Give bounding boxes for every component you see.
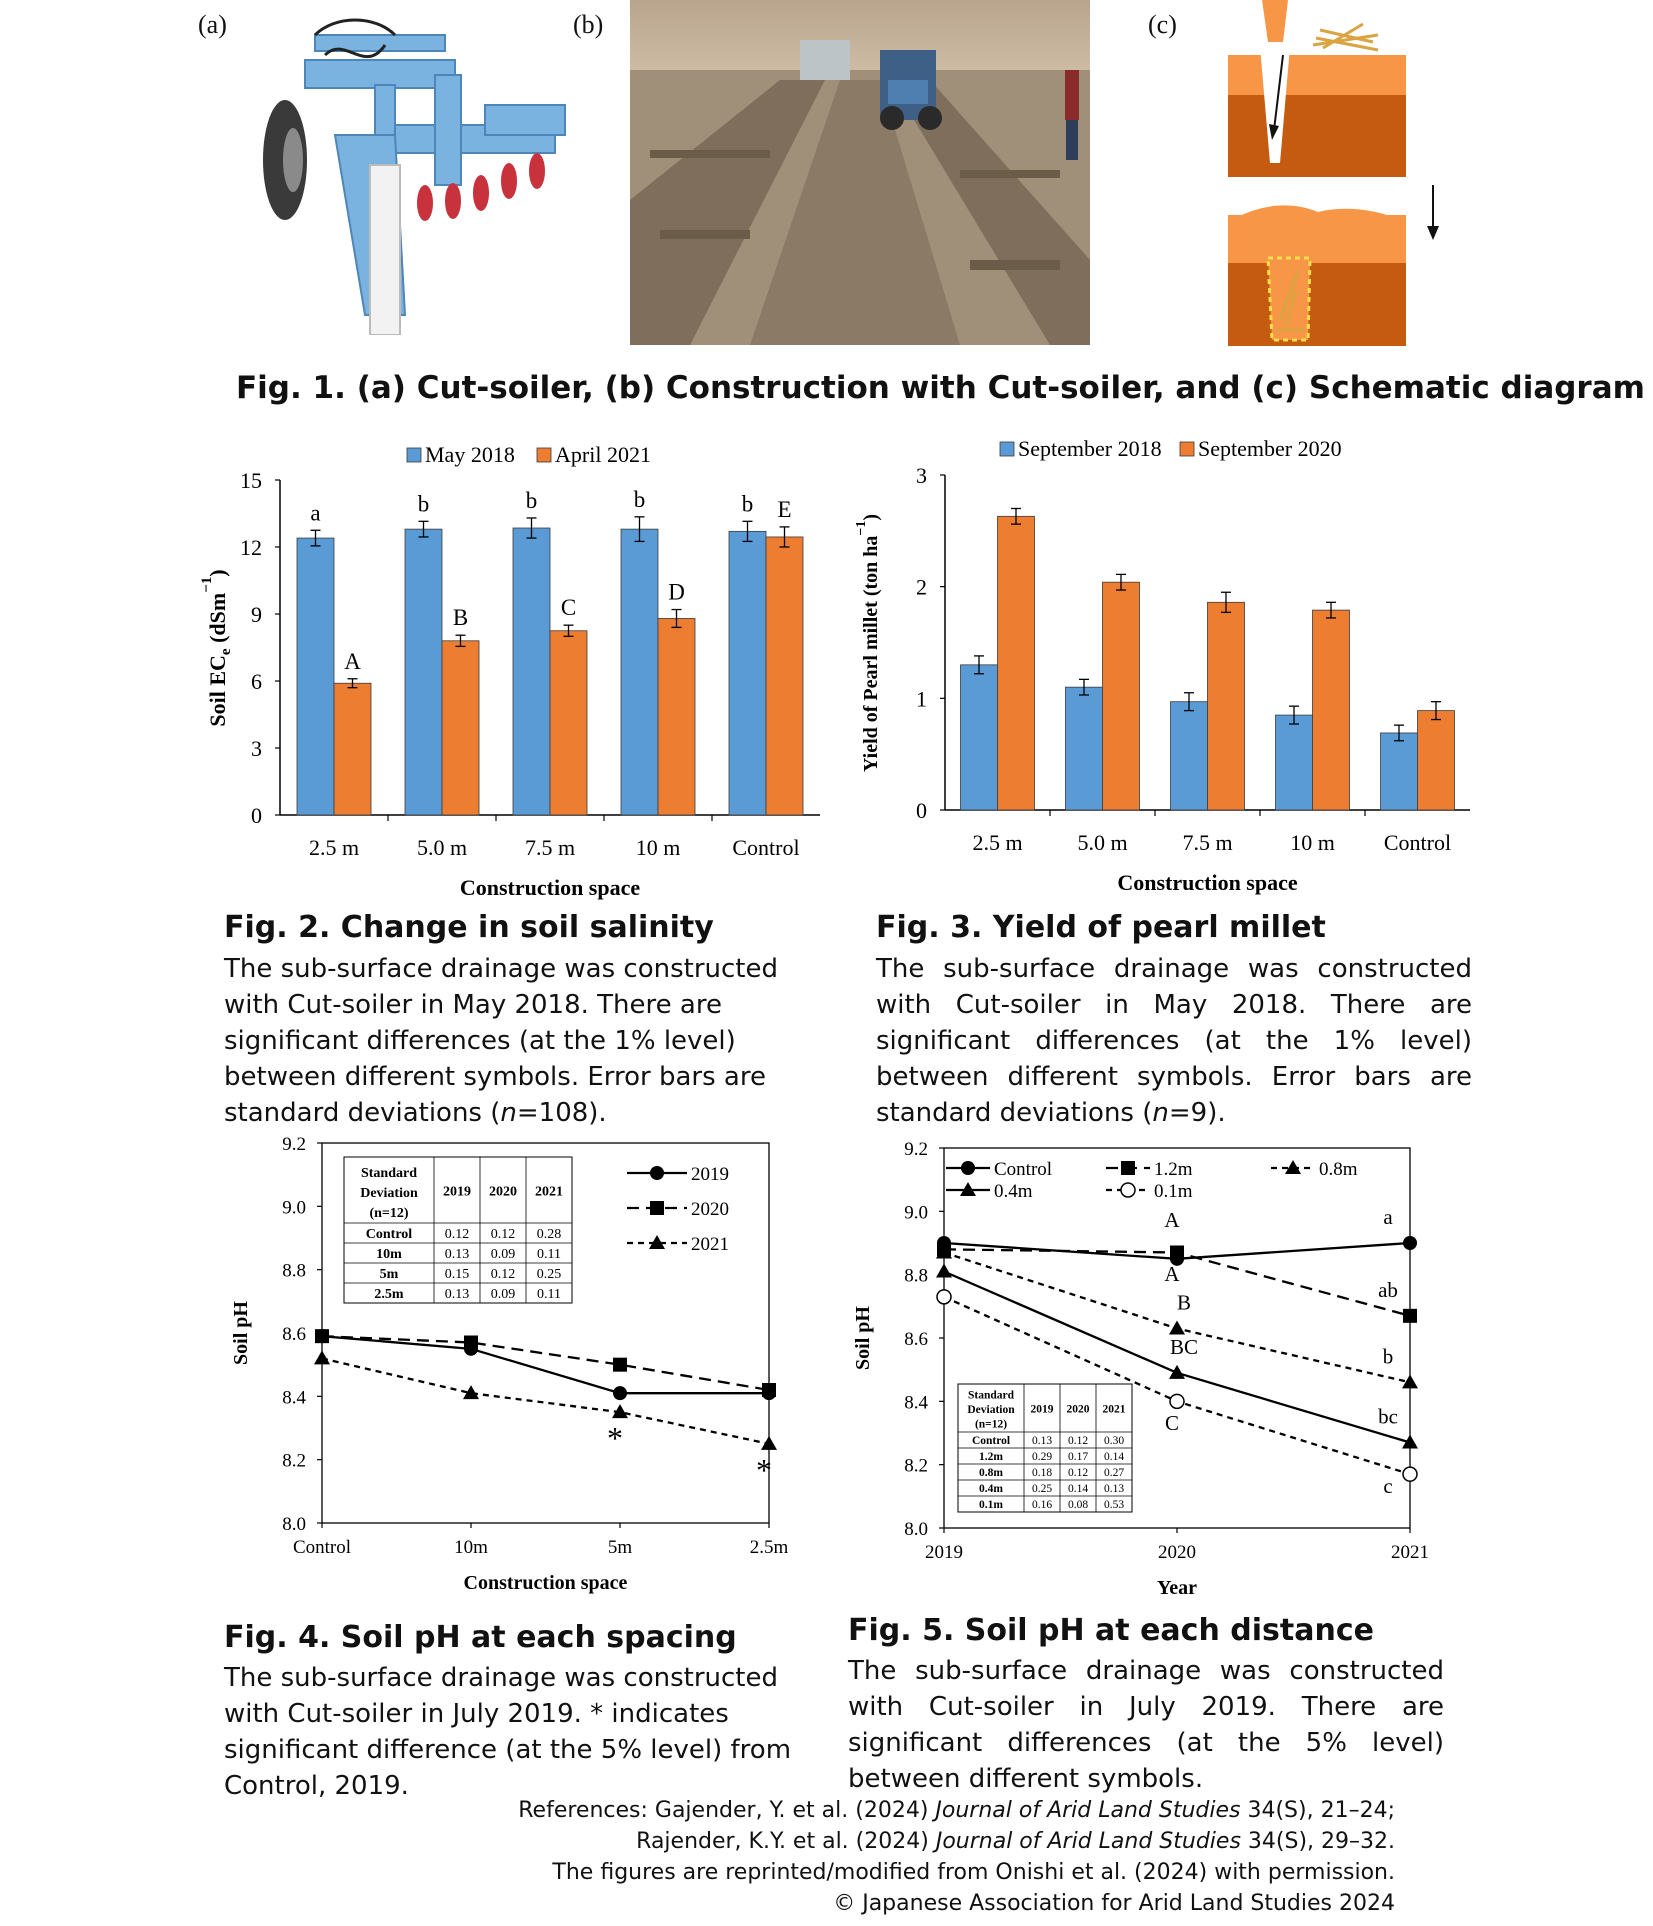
fig5-significance-letter: a bbox=[1383, 1205, 1393, 1229]
fig4-sd-table-cell: 0.15 bbox=[444, 1267, 470, 1282]
fig2-significance-letter: C bbox=[560, 595, 577, 621]
fig5-x-tick-label: 2019 bbox=[925, 1542, 963, 1563]
fig5-y-tick-label: 8.4 bbox=[904, 1392, 928, 1414]
fig4-y-tick-label: 8.6 bbox=[282, 1324, 306, 1345]
fig5-legend-marker-circle bbox=[961, 1161, 975, 1175]
fig5-sd-table-header: Standard bbox=[967, 1389, 1015, 1402]
fig2-y-tick-label: 15 bbox=[240, 468, 262, 493]
fig5-sd-table-cell: Control bbox=[971, 1435, 1011, 1448]
fig2-bar bbox=[334, 683, 371, 815]
fig4-marker-triangle bbox=[314, 1350, 330, 1364]
fig3-bar bbox=[1381, 733, 1418, 810]
fig2-bar bbox=[513, 528, 550, 815]
fig3-x-tick-label: Control bbox=[1383, 830, 1452, 855]
fig2-significance-letter: A bbox=[344, 648, 361, 674]
fig2-bar bbox=[405, 529, 442, 815]
fig5-legend-label: 0.4m bbox=[994, 1181, 1033, 1202]
fig2-bar bbox=[550, 631, 587, 815]
fig3-bar bbox=[1418, 711, 1455, 810]
fig3-caption-n: n bbox=[1152, 1098, 1169, 1128]
fig5-significance-letter: BC bbox=[1169, 1334, 1199, 1359]
copyright-note: © Japanese Association for Arid Land Studies 2024 bbox=[833, 1891, 1395, 1916]
fig3-x-tick-label: 5.0 m bbox=[1077, 830, 1128, 855]
fig4-sd-table-cell: 0.13 bbox=[444, 1287, 470, 1302]
fig2-x-tick-label: Control bbox=[732, 835, 800, 860]
fig3-bar bbox=[961, 665, 998, 810]
fig4-sd-table-cell: 0.12 bbox=[490, 1227, 516, 1242]
fig4-legend-marker-circle bbox=[650, 1166, 664, 1180]
fig5-sd-table-header: (n=12) bbox=[974, 1418, 1008, 1431]
fig3-y-tick-label: 3 bbox=[916, 463, 927, 488]
fig5-y-axis-title: Soil pH bbox=[852, 1306, 874, 1370]
construction-photo-image bbox=[630, 0, 1090, 345]
ref1-authors: References: Gajender, Y. et al. (2024) bbox=[518, 1798, 936, 1823]
ref2-authors: Rajender, K.Y. et al. (2024) bbox=[636, 1829, 936, 1854]
fig5-sd-table-header: Deviation bbox=[967, 1404, 1015, 1417]
fig5-sd-table-cell: 0.08 bbox=[1067, 1499, 1089, 1512]
fig3-x-axis-title: Construction space bbox=[1117, 870, 1298, 895]
fig4-asterisk: * bbox=[756, 1451, 772, 1488]
fig1-caption: Fig. 1. (a) Cut-soiler, (b) Construction with Cut-soiler, and (c) Schematic diagram bbox=[236, 370, 1645, 406]
fig4-legend-marker-square bbox=[650, 1201, 664, 1215]
fig5-y-tick-label: 8.8 bbox=[904, 1265, 928, 1287]
fig3-x-tick-label: 2.5 m bbox=[972, 830, 1023, 855]
fig5-marker-circle bbox=[1403, 1236, 1417, 1250]
fig3-y-tick-label: 0 bbox=[916, 798, 927, 823]
fig2-bar bbox=[621, 529, 658, 815]
fig2-legend-swatch bbox=[407, 448, 421, 462]
fig5-sd-table-cell: 0.14 bbox=[1067, 1483, 1089, 1496]
fig2-bar bbox=[442, 641, 479, 815]
fig2-y-tick-label: 9 bbox=[251, 602, 262, 627]
fig5-caption-body: The sub-surface drainage was constructed with Cut-soiler in July 2019. There are significant differences (at the 5% level) between different symbols. bbox=[848, 1656, 1444, 1794]
fig3-legend-label: September 2018 bbox=[1018, 436, 1162, 461]
fig3-y-axis-title: Yield of Pearl millet (ton $ha^{-1}$) bbox=[854, 513, 882, 773]
fig2-caption-body bbox=[224, 951, 824, 1131]
fig2-bar bbox=[766, 537, 803, 815]
fig5-sd-table-year: 2020 bbox=[1066, 1403, 1090, 1416]
fig5-significance-letter: A bbox=[1164, 1208, 1180, 1233]
fig5-sd-table-cell: 0.17 bbox=[1067, 1451, 1089, 1464]
fig5-y-tick-label: 8.6 bbox=[904, 1329, 928, 1350]
fig4-x-axis-title: Construction space bbox=[463, 1572, 628, 1594]
fig5-sd-table-cell: 0.4m bbox=[979, 1483, 1003, 1496]
fig2-caption-text: The sub-surface drainage was constructed with Cut-soiler in May 2018. There are significant differences (at the 1% level) between different symbols. Error bars are standard deviations ( bbox=[224, 954, 778, 1128]
fig4-legend-label: 2021 bbox=[691, 1234, 729, 1255]
fig5-x-tick-label: 2021 bbox=[1391, 1542, 1429, 1563]
fig5-chart bbox=[848, 1135, 1468, 1610]
fig4-sd-table-cell: 0.25 bbox=[536, 1267, 562, 1282]
fig4-y-tick-label: 8.2 bbox=[282, 1450, 306, 1472]
fig5-caption-title: Fig. 5. Soil pH at each distance bbox=[848, 1613, 1374, 1648]
fig5-sd-table-year: 2019 bbox=[1030, 1403, 1054, 1416]
fig4-sd-table-cell: 0.12 bbox=[444, 1227, 470, 1242]
fig4-sd-table-year: 2019 bbox=[443, 1184, 471, 1200]
fig2-significance-letter: b bbox=[741, 491, 754, 517]
cut-soiler-machine-image bbox=[255, 15, 595, 335]
fig5-sd-table-year: 2021 bbox=[1102, 1403, 1126, 1416]
fig4-caption-title: Fig. 4. Soil pH at each spacing bbox=[224, 1620, 737, 1655]
fig2-significance-letter: D bbox=[668, 579, 685, 605]
fig4-marker-square bbox=[464, 1336, 478, 1350]
fig4-x-tick-label: Control bbox=[292, 1537, 352, 1558]
fig4-sd-table-cell: 0.12 bbox=[490, 1267, 516, 1282]
fig3-legend-label: September 2020 bbox=[1198, 436, 1342, 461]
ref1-volume: 34(S), 21–24; bbox=[1240, 1798, 1395, 1823]
reference-line-1 bbox=[518, 1795, 1395, 1826]
fig4-sd-table-header: Standard bbox=[360, 1166, 418, 1181]
fig2-chart bbox=[195, 430, 835, 910]
fig4-sd-table-cell: 0.28 bbox=[536, 1227, 562, 1242]
fig2-y-tick-label: 0 bbox=[251, 803, 262, 828]
fig4-asterisk: * bbox=[607, 1420, 623, 1457]
fig2-caption-n-rest: =108). bbox=[516, 1098, 607, 1128]
fig4-sd-table-cell: 5m bbox=[379, 1267, 399, 1282]
fig5-marker-triangle bbox=[1169, 1321, 1185, 1335]
fig4-x-tick-label: 2.5m bbox=[749, 1537, 789, 1558]
fig3-bar bbox=[1103, 582, 1140, 810]
fig3-legend-swatch bbox=[1180, 442, 1194, 456]
fig2-significance-letter: b bbox=[525, 487, 538, 513]
fig4-sd-table-header: (n=12) bbox=[369, 1206, 409, 1221]
fig2-bar bbox=[729, 531, 766, 815]
fig5-sd-table-cell: 0.29 bbox=[1031, 1451, 1053, 1464]
fig5-significance-letter: C bbox=[1164, 1410, 1180, 1435]
fig5-significance-letter: ab bbox=[1378, 1277, 1398, 1302]
fig2-significance-letter: E bbox=[777, 496, 792, 522]
fig4-sd-table-cell: Control bbox=[365, 1227, 413, 1242]
fig3-caption-body bbox=[876, 951, 1472, 1131]
fig2-significance-letter: a bbox=[310, 500, 321, 526]
fig5-significance-letter: b bbox=[1382, 1344, 1394, 1369]
fig5-significance-letter: c bbox=[1383, 1474, 1393, 1499]
fig4-caption-body: The sub-surface drainage was constructed with Cut-soiler in July 2019. * indicates significant difference (at the 5% level) from Control, 2019. bbox=[224, 1663, 792, 1801]
fig5-legend-label: 0.8m bbox=[1319, 1159, 1358, 1180]
fig2-legend-label: May 2018 bbox=[425, 442, 515, 467]
fig4-sd-table-header: Deviation bbox=[360, 1186, 418, 1201]
fig4-series-line bbox=[322, 1336, 769, 1390]
fig4-series-line bbox=[322, 1336, 769, 1393]
fig3-bar bbox=[1066, 687, 1103, 810]
fig2-caption-title: Fig. 2. Change in soil salinity bbox=[224, 910, 714, 945]
fig2-y-axis-title: Soil $EC_e$ (dSm$^{-1}$) bbox=[199, 569, 234, 727]
fig5-sd-table-cell: 0.53 bbox=[1103, 1499, 1125, 1512]
fig5-sd-table-cell: 0.14 bbox=[1103, 1451, 1125, 1464]
fig3-bar bbox=[1171, 702, 1208, 810]
fig1-label-b: (b) bbox=[573, 10, 604, 39]
fig3-caption-title: Fig. 3. Yield of pearl millet bbox=[876, 910, 1326, 945]
fig5-sd-table-cell: 0.16 bbox=[1031, 1499, 1053, 1512]
fig4-sd-table-cell: 0.11 bbox=[537, 1247, 561, 1262]
fig5-y-tick-label: 9.0 bbox=[904, 1202, 928, 1224]
fig5-sd-table-cell: 0.27 bbox=[1103, 1467, 1125, 1480]
fig5-sd-table-cell: 0.1m bbox=[979, 1499, 1003, 1512]
fig4-chart bbox=[220, 1135, 820, 1610]
fig5-x-axis-title: Year bbox=[1157, 1577, 1197, 1599]
fig4-marker-square bbox=[762, 1383, 776, 1397]
fig2-significance-letter: b bbox=[417, 491, 430, 517]
fig4-marker-triangle bbox=[761, 1436, 777, 1450]
fig3-x-tick-label: 7.5 m bbox=[1182, 830, 1233, 855]
fig2-bar bbox=[658, 618, 695, 815]
fig4-marker-square bbox=[315, 1329, 329, 1343]
fig3-bar bbox=[1313, 610, 1350, 810]
fig4-y-tick-label: 8.4 bbox=[282, 1387, 306, 1409]
ref2-volume: 34(S), 29–32. bbox=[1240, 1829, 1395, 1854]
fig4-sd-table-cell: 2.5m bbox=[374, 1287, 404, 1302]
fig4-y-axis-title: Soil pH bbox=[230, 1301, 252, 1365]
fig5-sd-table-cell: 0.25 bbox=[1031, 1483, 1053, 1496]
fig2-y-tick-label: 3 bbox=[251, 736, 262, 761]
fig5-significance-letter: bc bbox=[1378, 1404, 1398, 1429]
permission-note: The figures are reprinted/modified from Onishi et al. (2024) with permission. bbox=[552, 1860, 1395, 1885]
fig2-x-tick-label: 5.0 m bbox=[416, 835, 468, 860]
fig2-x-axis-title: Construction space bbox=[459, 875, 641, 900]
fig5-sd-table-cell: 0.12 bbox=[1067, 1467, 1089, 1480]
fig4-legend-label: 2019 bbox=[691, 1164, 729, 1185]
fig5-y-tick-label: 8.2 bbox=[904, 1455, 928, 1477]
fig5-marker-square bbox=[1403, 1309, 1417, 1323]
fig3-y-tick-label: 2 bbox=[916, 574, 927, 600]
fig1-label-a: (a) bbox=[198, 10, 227, 39]
fig5-y-tick-label: 9.2 bbox=[904, 1139, 928, 1160]
fig5-marker-open-circle bbox=[1403, 1467, 1417, 1481]
fig5-legend-marker-open-circle bbox=[1121, 1183, 1135, 1197]
fig5-legend-marker-square bbox=[1121, 1161, 1135, 1175]
references bbox=[518, 1795, 1395, 1919]
fig4-sd-table-cell: 10m bbox=[376, 1247, 402, 1262]
fig4-marker-square bbox=[613, 1358, 627, 1372]
fig5-x-tick-label: 2020 bbox=[1158, 1542, 1196, 1563]
fig4-x-tick-label: 10m bbox=[454, 1537, 488, 1558]
fig3-bar bbox=[1276, 715, 1313, 810]
fig2-x-tick-label: 2.5 m bbox=[308, 835, 360, 860]
fig5-sd-table-cell: 1.2m bbox=[979, 1451, 1003, 1464]
fig4-marker-circle bbox=[613, 1386, 627, 1400]
fig5-sd-table-cell: 0.18 bbox=[1031, 1467, 1053, 1480]
fig3-caption-n-rest: =9). bbox=[1168, 1098, 1226, 1128]
fig4-y-tick-label: 9.0 bbox=[282, 1197, 306, 1219]
fig2-y-tick-label: 12 bbox=[240, 535, 262, 560]
fig2-significance-letter: b bbox=[633, 486, 646, 512]
fig5-marker-open-circle bbox=[1170, 1394, 1184, 1408]
fig5-legend-label: 0.1m bbox=[1154, 1181, 1193, 1202]
schematic-diagram bbox=[1228, 0, 1458, 350]
fig2-bar bbox=[297, 538, 334, 815]
ref1-journal: Journal of Arid Land Studies bbox=[935, 1798, 1241, 1823]
fig5-sd-table-cell: 0.13 bbox=[1103, 1483, 1125, 1496]
fig2-caption-n: n bbox=[500, 1098, 517, 1128]
fig5-sd-table-cell: 0.8m bbox=[979, 1467, 1003, 1480]
fig2-significance-letter: B bbox=[452, 605, 469, 631]
fig3-caption-text: The sub-surface drainage was constructed with Cut-soiler in May 2018. There are significant differences (at the 1% level) between different symbols. Error bars are standard deviations ( bbox=[876, 954, 1472, 1128]
fig1-label-c: (c) bbox=[1148, 10, 1177, 39]
fig4-x-tick-label: 5m bbox=[607, 1537, 633, 1558]
fig3-y-tick-label: 1 bbox=[916, 686, 927, 712]
fig3-chart bbox=[845, 430, 1485, 905]
fig5-y-tick-label: 8.0 bbox=[904, 1519, 928, 1540]
fig3-legend-swatch bbox=[1000, 442, 1014, 456]
fig5-legend-label: 1.2m bbox=[1154, 1159, 1193, 1180]
fig5-marker-triangle bbox=[936, 1264, 952, 1278]
fig5-sd-table-cell: 0.30 bbox=[1103, 1435, 1125, 1448]
fig5-marker-square bbox=[1170, 1246, 1184, 1260]
fig4-y-tick-label: 9.2 bbox=[282, 1135, 306, 1155]
fig5-legend-label: Control bbox=[994, 1159, 1053, 1180]
fig5-marker-triangle bbox=[1169, 1365, 1185, 1379]
fig2-legend-swatch bbox=[537, 448, 551, 462]
reference-line-2 bbox=[518, 1826, 1395, 1857]
fig4-y-tick-label: 8.0 bbox=[282, 1514, 306, 1535]
fig3-bar bbox=[998, 516, 1035, 810]
fig4-sd-table-cell: 0.11 bbox=[537, 1287, 561, 1302]
fig2-legend-label: April 2021 bbox=[555, 442, 651, 467]
fig4-sd-table-year: 2020 bbox=[489, 1184, 517, 1200]
fig2-x-tick-label: 10 m bbox=[635, 835, 681, 860]
fig4-sd-table-cell: 0.09 bbox=[490, 1287, 516, 1302]
fig5-marker-open-circle bbox=[937, 1290, 951, 1304]
fig3-x-tick-label: 10 m bbox=[1290, 830, 1335, 855]
fig5-sd-table-cell: 0.13 bbox=[1031, 1435, 1053, 1448]
fig4-legend-label: 2020 bbox=[691, 1199, 729, 1220]
fig2-x-tick-label: 7.5 m bbox=[524, 835, 576, 860]
fig4-sd-table-cell: 0.09 bbox=[490, 1247, 516, 1262]
fig3-bar bbox=[1208, 602, 1245, 810]
fig4-sd-table-year: 2021 bbox=[535, 1184, 563, 1200]
fig4-y-tick-label: 8.8 bbox=[282, 1260, 306, 1282]
ref2-journal: Journal of Arid Land Studies bbox=[935, 1829, 1241, 1854]
fig2-y-tick-label: 6 bbox=[251, 669, 262, 694]
fig5-sd-table-cell: 0.12 bbox=[1067, 1435, 1089, 1448]
fig5-significance-letter: A bbox=[1164, 1262, 1180, 1286]
fig5-significance-letter: B bbox=[1176, 1290, 1192, 1315]
fig4-sd-table-cell: 0.13 bbox=[444, 1247, 470, 1262]
